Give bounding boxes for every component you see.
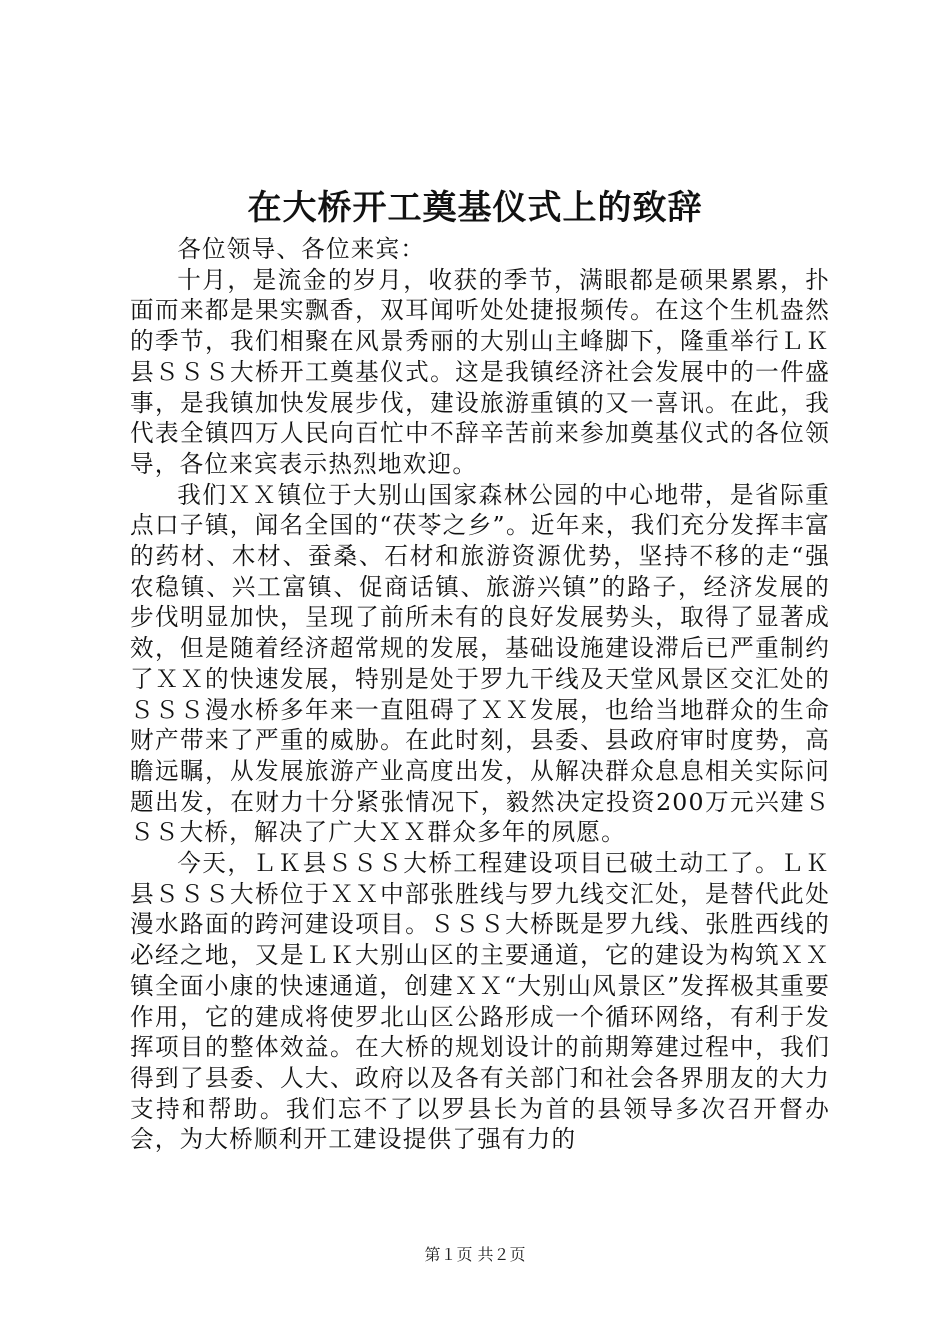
salutation-paragraph: 各位领导、各位来宾： <box>177 235 426 263</box>
body-paragraph-2: 我们ＸＸ镇位于大别山国家森林公园的中心地带，是省际重点口子镇，闻名全国的“茯苓之乡”。近年来，我们充分发挥丰富的药材、木材、蚕桑、石材和旅游资源优势，坚持不移的走“强农稳镇、兴工富镇、促商话镇、旅游兴镇”的路子，经济发展的步伐明显加快，呈现了前所未有的良好发展势头，取得了显著成效，但是随着经济超常规的发展，基础设施建设滞后已严重制约了ＸＸ的快速发展，特别是处于罗九干线及天堂风景区交汇处的ＳＳＳ漫水桥多年来一直阻碍了ＸＸ发展，也给当地群众的生命财产带来了严重的威胁。在此时刻，县委、县政府审时度势，高瞻远瞩，从发展旅游产业高度出发，从解决群众息息相关实际问题出发，在财力十分紧张情况下，毅然决定投资200万元兴建ＳＳＳ大桥，解决了广大ＸＸ群众多年的夙愿。 <box>130 480 830 847</box>
document-body <box>130 234 830 1155</box>
page-footer <box>0 1244 950 1266</box>
page-indicator: 第１页 共２页 <box>424 1245 526 1264</box>
body-paragraph-1: 十月，是流金的岁月，收获的季节，满眼都是硕果累累，扑面而来都是果实飘香，双耳闻听处处捷报频传。在这个生机盎然的季节，我们相聚在风景秀丽的大别山主峰脚下，隆重举行ＬＫ县ＳＳＳ大桥开工奠基仪式。这是我镇经济社会发展中的一件盛事，是我镇加快发展步伐，建设旅游重镇的又一喜讯。在此，我代表全镇四万人民向百忙中不辞辛苦前来参加奠基仪式的各位领导，各位来宾表示热烈地欢迎。 <box>130 265 830 478</box>
document-title: 在大桥开工奠基仪式上的致辞 <box>247 188 703 228</box>
body-paragraph-3: 今天，ＬＫ县ＳＳＳ大桥工程建设项目已破土动工了。ＬＫ县ＳＳＳ大桥位于ＸＸ中部张胜线与罗九线交汇处，是替代此处漫水路面的跨河建设项目。ＳＳＳ大桥既是罗九线、张胜西线的必经之地，又是ＬＫ大别山区的主要通道，它的建设为构筑ＸＸ镇全面小康的快速通道，创建ＸＸ“大别山风景区”发挥极其重要作用，它的建成将使罗北山区公路形成一个循环网络，有利于发挥项目的整体效益。在大桥的规划设计的前期筹建过程中，我们得到了县委、人大、政府以及各有关部门和社会各界朋友的大力支持和帮助。我们忘不了以罗县长为首的县领导多次召开督办会，为大桥顺利开工建设提供了强有力的 <box>130 849 830 1154</box>
